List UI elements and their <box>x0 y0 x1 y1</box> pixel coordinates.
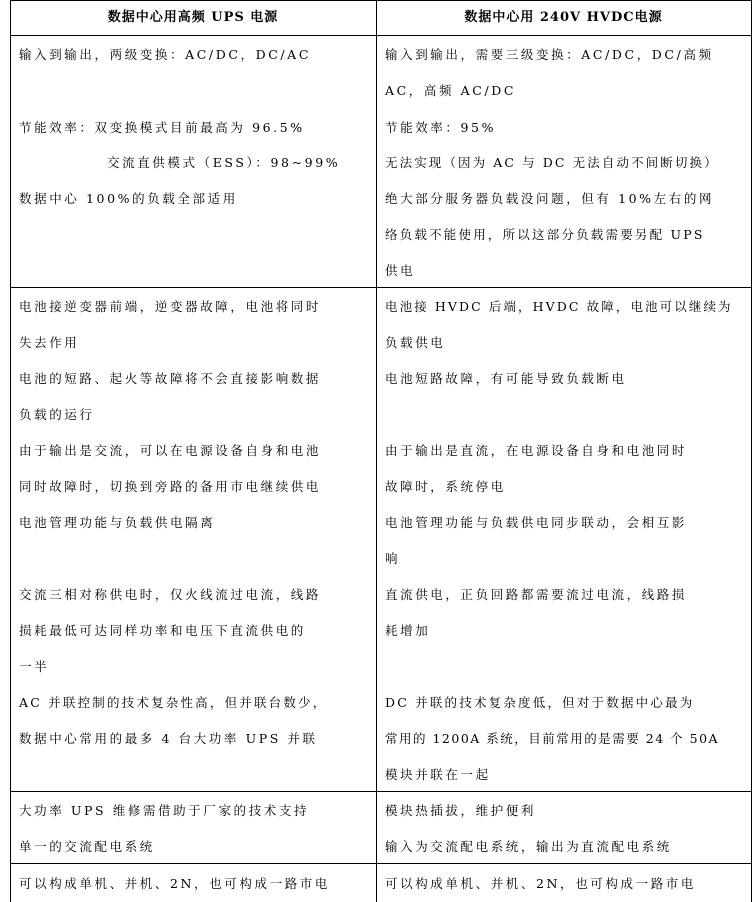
cell-text: 交流三相对称供电时，仅火线流过电流，线路 <box>19 587 322 602</box>
cell-text: 节能效率：95% <box>385 120 497 135</box>
cell-text: 可以构成单机、并机、2N，也可构成一路市电 <box>385 876 696 891</box>
cell-text: 响 <box>385 551 401 566</box>
cell-text: 电池管理功能与负载供电同步联动，会相互影 <box>385 515 688 530</box>
row-divider-3 <box>10 863 752 864</box>
cell-text: 模块并联在一起 <box>385 767 491 782</box>
cell-text: 无法实现（因为 AC 与 DC 无法自动不间断切换） <box>385 155 719 170</box>
cell-text: 电池接 HVDC 后端，HVDC 故障，电池可以继续为 <box>385 299 733 314</box>
cell-text: 交流直供模式（ESS）：98~99% <box>107 155 341 170</box>
row-divider-1 <box>10 287 752 288</box>
cell-text: 同时故障时，切换到旁路的备用市电继续供电 <box>19 479 322 494</box>
cell-text: 单一的交流配电系统 <box>19 839 155 854</box>
header-ups: 数据中心用高频 UPS 电源 <box>107 10 279 25</box>
cell-text: 数据中心常用的最多 4 台大功率 UPS 并联 <box>19 731 318 746</box>
cell-text: 由于输出是交流，可以在电源设备自身和电池 <box>19 443 322 458</box>
table-column-divider <box>376 0 377 902</box>
cell-text: 由于输出是直流，在电源设备自身和电池同时 <box>385 443 688 458</box>
cell-text: 供电 <box>385 263 416 278</box>
cell-text: 输入到输出，两级变换：AC/DC，DC/AC <box>19 47 311 62</box>
header-bottom-border <box>10 35 752 36</box>
cell-text: DC 并联的技术复杂度低，但对于数据中心最为 <box>385 695 695 710</box>
cell-text: 可以构成单机、并机、2N，也可构成一路市电 <box>19 876 330 891</box>
cell-text: 大功率 UPS 维修需借助于厂家的技术支持 <box>19 803 310 818</box>
cell-text: AC，高频 AC/DC <box>385 83 517 98</box>
table-left-border <box>10 0 11 902</box>
header-hvdc: 数据中心用 240V HVDC电源 <box>464 10 663 25</box>
cell-text: 节能效率：双变换模式目前最高为 96.5% <box>19 120 305 135</box>
cell-text: 负载的运行 <box>19 407 95 422</box>
cell-text: 电池管理功能与负载供电隔离 <box>19 515 216 530</box>
cell-text: 数据中心 100%的负载全部适用 <box>19 191 238 206</box>
cell-text: 常用的 1200A 系统，目前常用的是需要 24 个 50A <box>385 731 720 746</box>
cell-text: 电池的短路、起火等故障将不会直接影响数据 <box>19 371 322 386</box>
cell-text: 损耗最低可达同样功率和电压下直流供电的 <box>19 623 306 638</box>
cell-text: AC 并联控制的技术复杂性高，但并联台数少， <box>19 695 328 710</box>
cell-text: 负载供电 <box>385 335 446 350</box>
cell-text: 直流供电，正负回路都需要流过电流，线路损 <box>385 587 688 602</box>
cell-text: 电池短路故障，有可能导致负载断电 <box>385 371 627 386</box>
row-divider-2 <box>10 791 752 792</box>
cell-text: 绝大部分服务器负载没问题，但有 10%左右的网 <box>385 191 715 206</box>
cell-text: 一半 <box>19 659 50 674</box>
cell-text: 输入到输出，需要三级变换：AC/DC，DC/高频 <box>385 47 714 62</box>
cell-text: 络负载不能使用，所以这部分负载需要另配 UPS <box>385 227 705 242</box>
cell-text: 输入为交流配电系统，输出为直流配电系统 <box>385 839 672 854</box>
cell-text: 失去作用 <box>19 335 80 350</box>
cell-text: 电池接逆变器前端，逆变器故障，电池将同时 <box>19 299 322 314</box>
cell-text: 模块热插拔，维护便利 <box>385 803 537 818</box>
cell-text: 耗增加 <box>385 623 431 638</box>
cell-text: 故障时，系统停电 <box>385 479 506 494</box>
